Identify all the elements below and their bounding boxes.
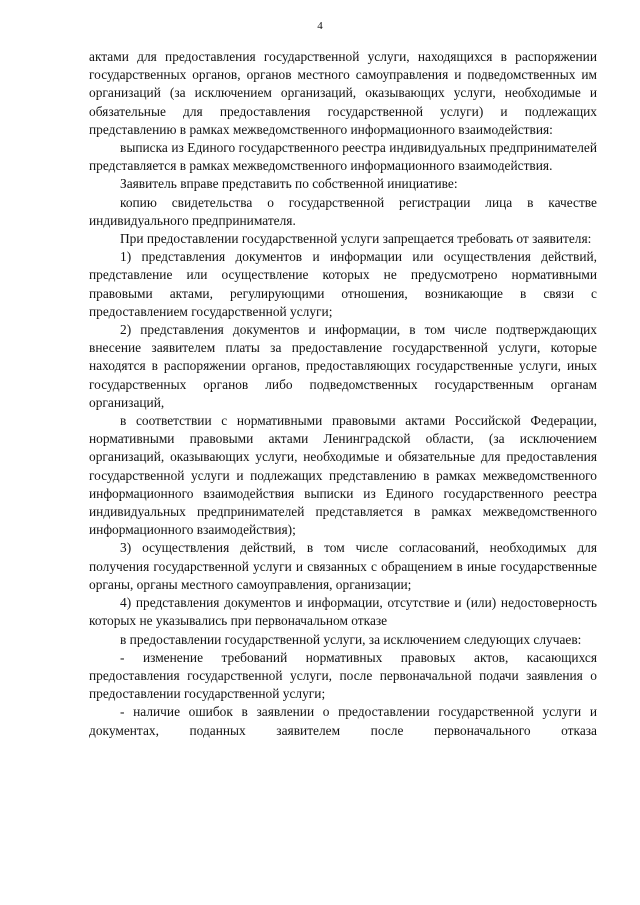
paragraph-1: актами для предоставления государственной услуги, находящихся в распоряжении государственных органов, органов местного самоуправления и подведомственных им организаций (за исключением организаций, оказывающих услуги, необходимые и обязательные для предоставления государственной услуги) и подлежащих представлению в рамках межведомственного информационного взаимодействия: (89, 49, 597, 137)
paragraph-13: - наличие ошибок в заявлении о предоставлении государственной услуги и документах, поданных заявителем после первоначального отказа (89, 704, 597, 738)
paragraph-3: Заявитель вправе представить по собственной инициативе: (120, 176, 458, 192)
body-text (89, 48, 597, 740)
paragraph-10: 4) представления документов и информации, отсутствие и (или) недостоверность которых не указывались при первоначальном отказе (89, 595, 597, 629)
paragraph-5: При предоставлении государственной услуги запрещается требовать от заявителя: (120, 231, 592, 247)
paragraph-8: в соответствии с нормативными правовыми актами Российской Федерации, нормативными правовыми актами Ленинградской области, (за исключением организаций, оказывающих услуги, необходимые и обязательные для предоставления государственной услуги и подлежащих представлению в рамках межведомственного информационного взаимодействия выписки из Единого государственного реестра индивидуальных предпринимателей представляется в рамках межведомственного информационного взаимодействия); (89, 413, 597, 538)
paragraph-2: выписка из Единого государственного реестра индивидуальных предпринимателей представляется в рамках межведомственного информационного взаимодействия. (89, 140, 597, 174)
paragraph-7: 2) представления документов и информации, в том числе подтверждающих внесение заявителем платы за предоставление государственной услуги, которые находятся в распоряжении органов, предоставляющих государственные услуги, иных государственных органов либо подведомственных государственным органам организаций, (89, 322, 597, 410)
paragraph-4: копию свидетельства о государственной регистрации лица в качестве индивидуального предпринимателя. (89, 194, 597, 228)
paragraph-9: 3) осуществления действий, в том числе согласований, необходимых для получения государственной услуги и связанных с обращением в иные государственные органы, органы местного самоуправления, организации; (89, 540, 597, 592)
page-number: 4 (317, 20, 323, 32)
paragraph-12: - изменение требований нормативных правовых актов, касающихся предоставления государственной услуги, после первоначальной подачи заявления о предоставлении государственной услуги; (89, 649, 597, 702)
paragraph-11: в предоставлении государственной услуги, за исключением следующих случаев: (120, 631, 582, 647)
paragraph-6: 1) представления документов и информации или осуществления действий, представление или осуществление которых не предусмотрено нормативными правовыми актами, регулирующими отношения, возникающие в связи с предоставлением государственной услуги; (89, 249, 597, 319)
